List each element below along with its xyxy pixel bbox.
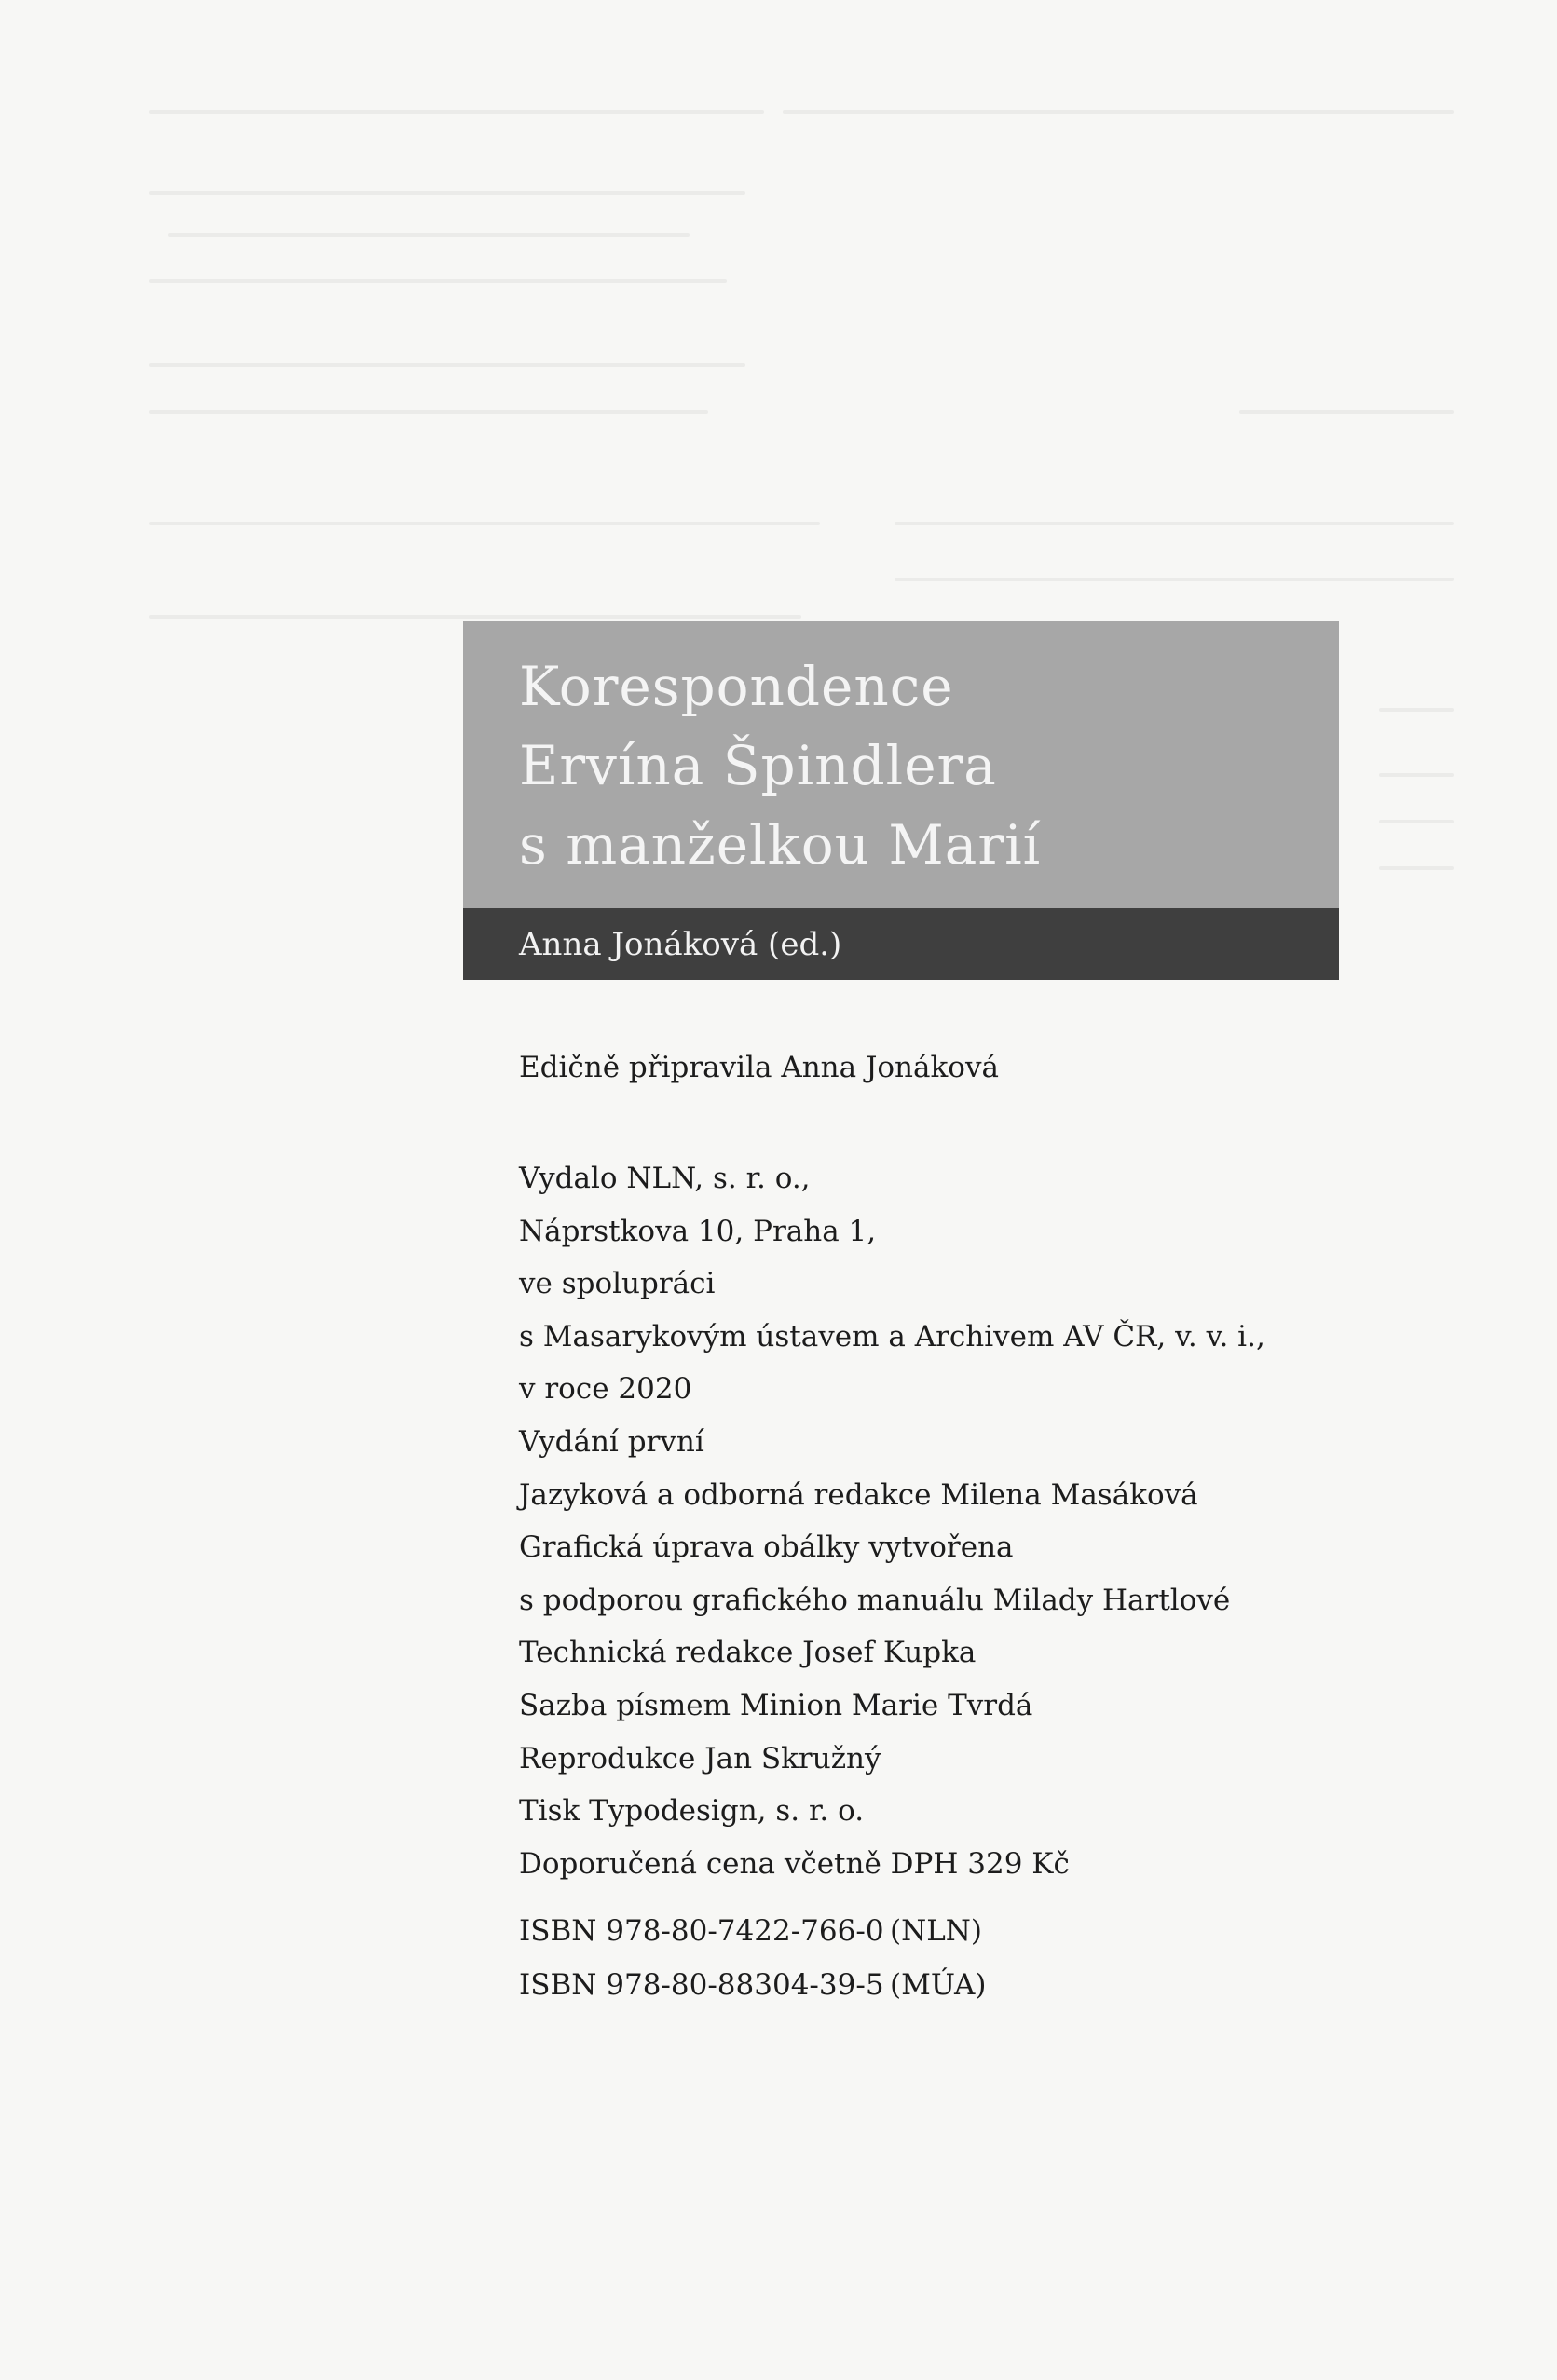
imprint-list — [519, 1152, 1265, 1890]
imprint-line: Technická redakce Josef Kupka — [519, 1636, 977, 1670]
isbn-publisher: (MÚA) — [890, 1968, 987, 2002]
isbn-list — [519, 1904, 987, 2012]
edition-note: Edičně připravila Anna Jonáková — [519, 1051, 999, 1084]
imprint-line: Vydalo NLN, s. r. o., — [519, 1162, 811, 1195]
title-line-2: Ervína Špindlera — [519, 734, 997, 797]
imprint-line: Jazyková a odborná redakce Milena Masáková — [519, 1477, 1198, 1512]
imprint-line: Doporučená cena včetně DPH 329 Kč — [519, 1846, 1070, 1881]
imprint-line: Náprstkova 10, Praha 1, — [519, 1214, 877, 1248]
imprint-line: Vydání první — [519, 1424, 704, 1459]
isbn-row — [519, 1958, 987, 2012]
title-line-3: s manželkou Marií — [519, 813, 1042, 877]
imprint-line: v roce 2020 — [519, 1372, 692, 1407]
author-editor: Anna Jonáková (ed.) — [519, 925, 842, 963]
isbn-row — [519, 1904, 987, 1958]
isbn-publisher: (NLN) — [890, 1914, 983, 1948]
imprint-line: s podporou grafického manuálu Milady Hartlové — [519, 1583, 1231, 1617]
isbn-number: ISBN 978-80-7422-766-0 — [519, 1914, 884, 1948]
title-line-1: Korespondence — [519, 655, 954, 718]
imprint-line: s Masarykovým ústavem a Archivem AV ČR, v. v. i., — [519, 1319, 1265, 1353]
imprint-line: Sazba písmem Minion Marie Tvrdá — [519, 1688, 1033, 1722]
imprint-line: Tisk Typodesign, s. r. o. — [519, 1794, 865, 1829]
imprint-line: Reprodukce Jan Skružný — [519, 1741, 881, 1775]
title-box — [463, 621, 1339, 908]
isbn-number: ISBN 978-80-88304-39-5 — [519, 1968, 884, 2002]
imprint-line: Grafická úprava obálky vytvořena — [519, 1530, 1014, 1565]
author-bar — [463, 908, 1339, 980]
imprint-line: ve spolupráci — [519, 1267, 716, 1301]
